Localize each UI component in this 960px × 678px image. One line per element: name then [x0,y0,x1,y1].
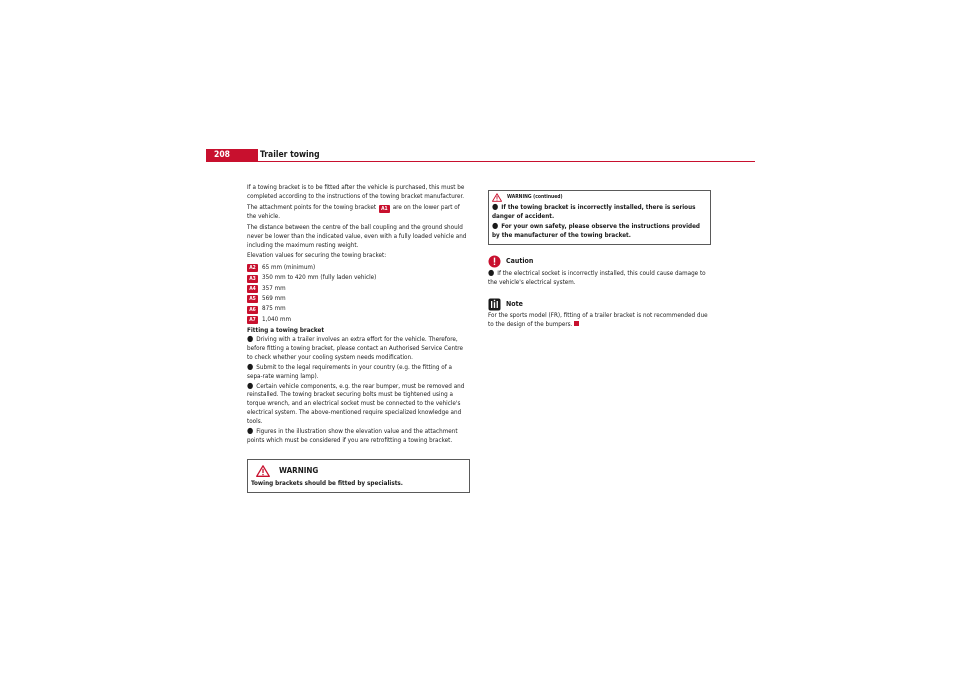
right-column [488,184,711,332]
warning-title: WARNING [279,465,319,475]
elevation-item: A4 357 mm [247,284,469,294]
note-text: For the sports model (FR), fitting of a trailer bracket is not recommended due to the design of the bumpers. [488,312,708,329]
callout-badge: A2 [247,264,258,272]
warning-triangle-icon [256,465,270,477]
list-item: ● Driving with a trailer involves an extra effort for the vehicle. Therefore, before fitting a towing bracket, please contact an Authorised Service Centre to check whether your cooling system needs modification. [247,334,463,361]
chapter-title: Trailer towing [260,150,320,160]
bullet-dot: ● [492,202,499,211]
list-item: ● For your own safety, please observe the instructions provided by the manufacturer of the towing bracket. [492,220,700,239]
list-item: ● Certain vehicle components, e.g. the rear bumper, must be removed and reinstalled. The towing bracket securing bolts must be tightened using a torque wrench, and an electrical socket must be connected to the vehicle's electrical system. The above-mentioned require specialized knowledge and tools. [247,380,465,426]
warning-continued-bullets [492,204,707,241]
note-info-icon [488,298,501,311]
elevation-item: A6 875 mm [247,305,469,315]
list-item: ● Submit to the legal requirements in your country (e.g. the fitting of a sepa-rate warning lamp). [247,361,452,380]
header-rule [206,161,755,162]
elevation-item: A5 569 mm [247,294,469,304]
list-item: ● If the electrical socket is incorrectly installed, this could cause damage to the vehicle's electrical system. [488,267,706,286]
fitting-heading: Fitting a towing bracket [247,327,325,335]
list-item: ● Figures in the illustration show the elevation value and the attachment points which must be considered if you are retrofitting a towing bracket. [247,426,458,444]
callout-badge: A6 [247,306,258,314]
warning-header [256,464,466,479]
end-of-section-square [574,321,579,326]
elevation-item: A3 350 mm to 420 mm (fully laden vehicle) [247,274,469,284]
page-number: 208 [206,149,258,162]
elevation-item: A2 65 mm (minimum) [247,263,469,273]
bullet-dot: ● [247,334,254,344]
note-header [488,296,711,312]
caution-bullets [488,267,711,288]
warning-triangle-icon [492,193,502,202]
warning-continued-header [492,191,707,204]
callout-badge: A4 [247,285,258,293]
warning-continued-box [488,190,711,245]
callout-badge: A5 [247,295,258,303]
callout-badge: A1 [379,205,390,213]
note-title: Note [506,299,523,308]
left-column [247,184,469,493]
distance-paragraph: The distance between the centre of the ball coupling and the ground should never be lower than the indicated value, even with a fully loaded vehicle and including the maximum resting weight. [247,223,467,249]
elevation-list [247,263,469,325]
caution-header [488,254,711,270]
warning-continued-title: WARNING (continued) [507,194,563,201]
callout-badge: A7 [247,316,258,324]
bullet-dot: ● [247,380,254,390]
attachment-paragraph: The attachment points for the towing bracket A1 are on the lower part of the vehicle. [247,203,460,220]
list-item: ● If the towing bracket is incorrectly installed, there is serious danger of accident. [492,202,696,220]
callout-badge: A3 [247,275,258,283]
bullet-dot: ● [488,267,495,277]
elevation-intro: Elevation values for securing the towing bracket: [247,252,387,260]
elevation-item: A7 1,040 mm [247,315,469,325]
bullet-dot: ● [247,361,254,371]
fitting-bullets [247,336,469,446]
intro-paragraph: If a towing bracket is to be fitted after the vehicle is purchased, this must be completed according to the instructions of the towing bracket manufacturer. [247,184,465,200]
bullet-dot: ● [247,426,254,436]
warning-text: Towing brackets should be fitted by specialists. [251,479,403,487]
bullet-dot: ● [492,220,499,230]
caution-exclamation-icon [488,255,501,268]
caution-title: Caution [506,257,534,266]
warning-box [247,459,470,493]
